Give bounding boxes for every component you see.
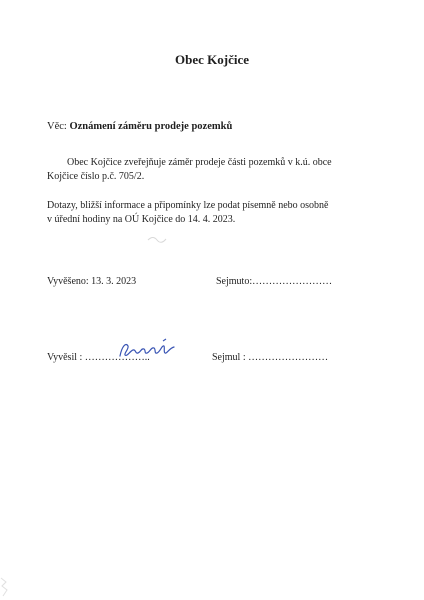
posted-label: Vyvěšeno:: [47, 276, 89, 287]
removed-date-row: [216, 276, 332, 287]
scan-smudge: [146, 232, 170, 246]
scan-edge-mark: [0, 576, 10, 600]
removed-date-dots: ……………………: [252, 276, 333, 287]
posted-date-row: [47, 276, 136, 287]
subject-label: Věc:: [47, 121, 67, 132]
removed-by-row: [212, 352, 328, 363]
inquiry-line-1: Dotazy, bližší informace a připomínky lze podat písemně nebo osobně: [47, 200, 329, 211]
page-title: Obec Kojčice: [175, 52, 249, 67]
announcement-line-1: Obec Kojčice zveřejňuje záměr prodeje části pozemků v k.ú. obce: [67, 157, 332, 168]
removed-by-label: Sejmul :: [212, 352, 246, 363]
removed-date-label: Sejmuto:: [216, 276, 253, 287]
subject-line: [47, 121, 232, 132]
subject-text: Oznámení záměru prodeje pozemků: [69, 121, 233, 132]
posted-value: 13. 3. 2023: [91, 276, 137, 287]
posted-by-dots: ………………..: [84, 352, 150, 363]
inquiry-paragraph: [47, 199, 377, 227]
announcement-line-2: Kojčice číslo p.č. 705/2.: [47, 171, 145, 182]
announcement-paragraph: [47, 156, 377, 184]
posted-by-label: Vyvěsil :: [47, 352, 83, 363]
posted-by-row: [47, 352, 150, 363]
removed-by-dots: ……………………: [248, 352, 329, 363]
inquiry-line-2: v úřední hodiny na OÚ Kojčice do 14. 4. 2023.: [47, 214, 236, 225]
